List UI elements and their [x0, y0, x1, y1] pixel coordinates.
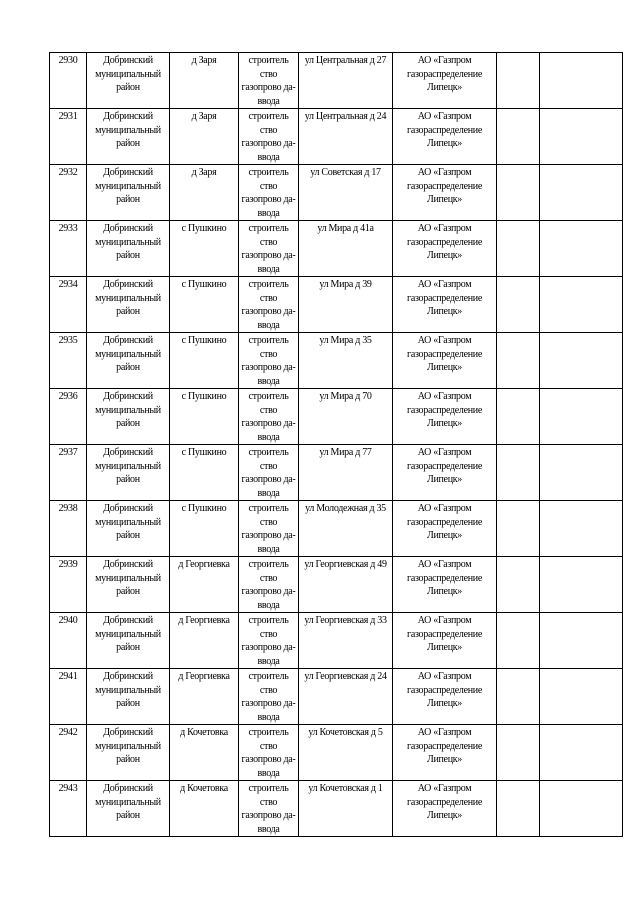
row-number-cell: 2932 [50, 165, 87, 221]
address-cell: ул Советская д 17 [299, 165, 393, 221]
empty-cell [497, 109, 540, 165]
locality-cell: д Георгиевка [170, 613, 239, 669]
empty-cell [540, 557, 623, 613]
empty-cell [540, 165, 623, 221]
table-row [50, 389, 623, 445]
district-cell: Добринский муниципальный район [87, 781, 170, 837]
organization-cell: АО «Газпром газораспределение Липецк» [393, 445, 497, 501]
table-row [50, 557, 623, 613]
district-cell: Добринский муниципальный район [87, 445, 170, 501]
table-row [50, 109, 623, 165]
row-number-cell: 2931 [50, 109, 87, 165]
row-number-cell: 2937 [50, 445, 87, 501]
empty-cell [540, 389, 623, 445]
district-cell: Добринский муниципальный район [87, 669, 170, 725]
row-number-cell: 2934 [50, 277, 87, 333]
district-cell: Добринский муниципальный район [87, 501, 170, 557]
table-row [50, 725, 623, 781]
row-number-cell: 2930 [50, 53, 87, 109]
address-cell: ул Георгиевская д 24 [299, 669, 393, 725]
address-cell: ул Центральная д 24 [299, 109, 393, 165]
table-row [50, 333, 623, 389]
table-row [50, 165, 623, 221]
district-cell: Добринский муниципальный район [87, 333, 170, 389]
locality-cell: с Пушкино [170, 277, 239, 333]
address-cell: ул Георгиевская д 33 [299, 613, 393, 669]
work-type-cell: строитель ство газопрово да-ввода [239, 389, 299, 445]
locality-cell: д Кочетовка [170, 725, 239, 781]
empty-cell [540, 613, 623, 669]
address-cell: ул Центральная д 27 [299, 53, 393, 109]
address-cell: ул Мира д 77 [299, 445, 393, 501]
address-cell: ул Мира д 39 [299, 277, 393, 333]
district-cell: Добринский муниципальный район [87, 557, 170, 613]
row-number-cell: 2939 [50, 557, 87, 613]
empty-cell [497, 389, 540, 445]
empty-cell [540, 669, 623, 725]
work-type-cell: строитель ство газопрово да-ввода [239, 557, 299, 613]
work-type-cell: строитель ство газопрово да-ввода [239, 221, 299, 277]
empty-cell [540, 501, 623, 557]
table-row [50, 781, 623, 837]
organization-cell: АО «Газпром газораспределение Липецк» [393, 669, 497, 725]
empty-cell [540, 221, 623, 277]
work-type-cell: строитель ство газопрово да-ввода [239, 53, 299, 109]
work-type-cell: строитель ство газопрово да-ввода [239, 669, 299, 725]
work-type-cell: строитель ство газопрово да-ввода [239, 277, 299, 333]
organization-cell: АО «Газпром газораспределение Липецк» [393, 221, 497, 277]
organization-cell: АО «Газпром газораспределение Липецк» [393, 333, 497, 389]
empty-cell [497, 557, 540, 613]
organization-cell: АО «Газпром газораспределение Липецк» [393, 109, 497, 165]
table-row [50, 669, 623, 725]
locality-cell: д Заря [170, 53, 239, 109]
row-number-cell: 2942 [50, 725, 87, 781]
locality-cell: д Георгиевка [170, 557, 239, 613]
empty-cell [540, 445, 623, 501]
empty-cell [497, 501, 540, 557]
locality-cell: д Заря [170, 165, 239, 221]
district-cell: Добринский муниципальный район [87, 109, 170, 165]
address-cell: ул Мира д 70 [299, 389, 393, 445]
organization-cell: АО «Газпром газораспределение Липецк» [393, 165, 497, 221]
address-cell: ул Кочетовская д 5 [299, 725, 393, 781]
empty-cell [497, 53, 540, 109]
row-number-cell: 2933 [50, 221, 87, 277]
locality-cell: с Пушкино [170, 333, 239, 389]
organization-cell: АО «Газпром газораспределение Липецк» [393, 725, 497, 781]
row-number-cell: 2940 [50, 613, 87, 669]
locality-cell: с Пушкино [170, 221, 239, 277]
work-type-cell: строитель ство газопрово да-ввода [239, 165, 299, 221]
organization-cell: АО «Газпром газораспределение Липецк» [393, 277, 497, 333]
registry-table [49, 52, 623, 837]
empty-cell [497, 445, 540, 501]
locality-cell: с Пушкино [170, 389, 239, 445]
organization-cell: АО «Газпром газораспределение Липецк» [393, 501, 497, 557]
empty-cell [540, 333, 623, 389]
address-cell: ул Мира д 35 [299, 333, 393, 389]
empty-cell [497, 725, 540, 781]
empty-cell [540, 277, 623, 333]
address-cell: ул Кочетовская д 1 [299, 781, 393, 837]
organization-cell: АО «Газпром газораспределение Липецк» [393, 389, 497, 445]
locality-cell: с Пушкино [170, 445, 239, 501]
work-type-cell: строитель ство газопрово да-ввода [239, 781, 299, 837]
work-type-cell: строитель ство газопрово да-ввода [239, 501, 299, 557]
work-type-cell: строитель ство газопрово да-ввода [239, 613, 299, 669]
table-row [50, 221, 623, 277]
work-type-cell: строитель ство газопрово да-ввода [239, 445, 299, 501]
address-cell: ул Молодежная д 35 [299, 501, 393, 557]
work-type-cell: строитель ство газопрово да-ввода [239, 333, 299, 389]
row-number-cell: 2935 [50, 333, 87, 389]
row-number-cell: 2938 [50, 501, 87, 557]
district-cell: Добринский муниципальный район [87, 613, 170, 669]
empty-cell [540, 725, 623, 781]
district-cell: Добринский муниципальный район [87, 165, 170, 221]
district-cell: Добринский муниципальный район [87, 725, 170, 781]
table-row [50, 53, 623, 109]
district-cell: Добринский муниципальный район [87, 277, 170, 333]
empty-cell [497, 669, 540, 725]
locality-cell: д Кочетовка [170, 781, 239, 837]
empty-cell [497, 333, 540, 389]
row-number-cell: 2936 [50, 389, 87, 445]
address-cell: ул Мира д 41а [299, 221, 393, 277]
table-row [50, 277, 623, 333]
empty-cell [497, 221, 540, 277]
empty-cell [540, 53, 623, 109]
work-type-cell: строитель ство газопрово да-ввода [239, 725, 299, 781]
empty-cell [497, 613, 540, 669]
empty-cell [540, 781, 623, 837]
locality-cell: с Пушкино [170, 501, 239, 557]
table-body [50, 53, 623, 837]
row-number-cell: 2943 [50, 781, 87, 837]
address-cell: ул Георгиевская д 49 [299, 557, 393, 613]
table-row [50, 501, 623, 557]
district-cell: Добринский муниципальный район [87, 389, 170, 445]
table-row [50, 445, 623, 501]
district-cell: Добринский муниципальный район [87, 53, 170, 109]
district-cell: Добринский муниципальный район [87, 221, 170, 277]
empty-cell [497, 277, 540, 333]
empty-cell [497, 165, 540, 221]
organization-cell: АО «Газпром газораспределение Липецк» [393, 53, 497, 109]
locality-cell: д Георгиевка [170, 669, 239, 725]
work-type-cell: строитель ство газопрово да-ввода [239, 109, 299, 165]
organization-cell: АО «Газпром газораспределение Липецк» [393, 557, 497, 613]
organization-cell: АО «Газпром газораспределение Липецк» [393, 613, 497, 669]
locality-cell: д Заря [170, 109, 239, 165]
row-number-cell: 2941 [50, 669, 87, 725]
table-row [50, 613, 623, 669]
organization-cell: АО «Газпром газораспределение Липецк» [393, 781, 497, 837]
empty-cell [540, 109, 623, 165]
empty-cell [497, 781, 540, 837]
